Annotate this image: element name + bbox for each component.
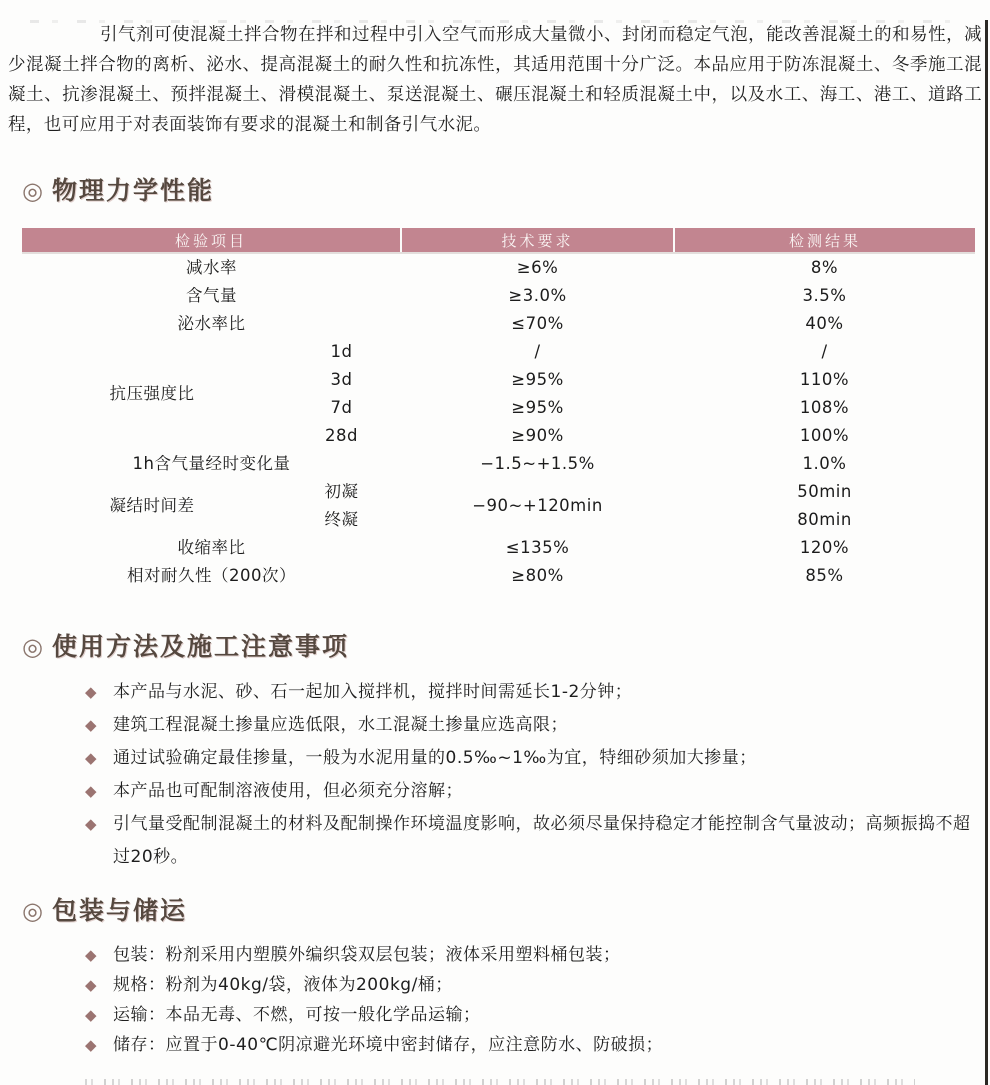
list-item-text: 包装：粉剂采用内塑膜外编织袋双层包装；液体采用塑料桶包装； — [113, 945, 621, 965]
requirement-cell: ≤135% — [505, 538, 570, 557]
diamond-bullet-icon: ◆ — [85, 815, 98, 833]
list-item-text: 储存：应置于0-40℃阴凉避光环境中密封储存，应注意防水、防破损； — [113, 1035, 664, 1055]
column-header-requirement: 技术要求 — [401, 228, 674, 253]
list-item-text: 本产品与水泥、砂、石一起加入搅拌机，搅拌时间需延长1-2分钟； — [113, 682, 633, 702]
result-cell: 120% — [799, 538, 850, 557]
diamond-bullet-icon: ◆ — [85, 1006, 98, 1024]
diamond-bullet-icon: ◆ — [85, 946, 98, 964]
result-cell: 3.5% — [802, 286, 847, 305]
item-cell: 泌水率比 — [177, 314, 246, 333]
result-cell: 108% — [799, 398, 850, 417]
section-marker-icon: ◎ — [22, 633, 45, 661]
sub-item-cell: 3d — [330, 370, 353, 389]
diamond-bullet-icon: ◆ — [85, 1036, 98, 1054]
requirement-cell: −90~+120min — [472, 496, 603, 515]
result-cell: 100% — [799, 426, 850, 445]
list-item — [85, 676, 980, 709]
requirement-cell: / — [534, 342, 541, 361]
section-title: 使用方法及施工注意事项 — [51, 632, 349, 661]
sub-item-cell: 终凝 — [324, 510, 359, 529]
list-item-text: 建筑工程混凝土掺量应选低限，水工混凝土掺量应选高限； — [113, 715, 568, 735]
list-item-text: 运输：本品无毒、不燃，可按一般化学品运输； — [113, 1005, 481, 1025]
item-cell: 1h含气量经时变化量 — [132, 454, 291, 473]
requirement-cell: ≥3.0% — [508, 286, 567, 305]
result-cell: / — [821, 342, 828, 361]
section-marker-icon: ◎ — [22, 177, 45, 205]
section-heading-physical — [22, 174, 990, 208]
result-cell: 40% — [805, 314, 844, 333]
list-item-text: 引气量受配制混凝土的材料及配制操作环境温度影响，故必须尽量保持稳定才能控制含气量波动；高频振捣不超过20秒。 — [113, 814, 971, 867]
section-heading-packaging — [22, 894, 990, 928]
requirement-cell: −1.5~+1.5% — [480, 454, 595, 473]
list-item — [85, 775, 980, 808]
table-row — [22, 450, 975, 478]
sub-item-cell: 7d — [330, 398, 353, 417]
table-row — [22, 310, 975, 338]
sub-item-cell: 1d — [330, 342, 353, 361]
table-row — [22, 534, 975, 562]
column-header-result: 检测结果 — [674, 228, 975, 253]
list-item-text: 规格：粉剂为40kg/袋，液体为200kg/桶； — [113, 975, 453, 995]
item-cell: 收缩率比 — [177, 538, 246, 557]
result-cell: 50min — [797, 482, 852, 501]
result-cell: 80min — [797, 510, 852, 529]
list-item — [85, 709, 980, 742]
diamond-bullet-icon: ◆ — [85, 716, 98, 734]
list-item-text: 本产品也可配制溶液使用，但必须充分溶解； — [113, 781, 463, 801]
group-label-cell: 凝结时间差 — [109, 496, 195, 515]
list-item — [85, 808, 980, 874]
requirement-cell: ≥95% — [511, 370, 564, 389]
requirement-cell: ≥80% — [511, 566, 564, 585]
requirement-cell: ≤70% — [511, 314, 564, 333]
result-cell: 110% — [799, 370, 850, 389]
section-title: 包装与储运 — [51, 896, 187, 925]
sub-item-cell: 初凝 — [324, 482, 359, 501]
column-header-item: 检验项目 — [22, 228, 401, 253]
item-cell: 相对耐久性（200次） — [127, 566, 296, 585]
section-marker-icon: ◎ — [22, 897, 45, 925]
top-scan-artifact — [30, 20, 950, 23]
table-row — [22, 338, 975, 366]
diamond-bullet-icon: ◆ — [85, 782, 98, 800]
sub-item-cell: 28d — [325, 426, 358, 445]
item-cell: 含气量 — [186, 286, 237, 305]
diamond-bullet-icon: ◆ — [85, 683, 98, 701]
list-item — [85, 970, 980, 1000]
intro-paragraph: 引气剂可使混凝土拌合物在拌和过程中引入空气而形成大量微小、封闭而稳定气泡，能改善混凝土的和易性，减少混凝土拌合物的离析、泌水、提高混凝土的耐久性和抗冻性，其适用范围十分广泛。本品应用于防冻混凝土、冬季施工混凝土、抗渗混凝土、预拌混凝土、滑模混凝土、泵送混凝土、碾压混凝土和轻质混凝土中，以及水工、海工、港工、道路工程，也可应用于对表面装饰有要求的混凝土和制备引气水泥。 — [8, 25, 982, 135]
diamond-bullet-icon: ◆ — [85, 749, 98, 767]
list-item — [85, 940, 980, 970]
group-label-cell: 抗压强度比 — [109, 384, 195, 403]
properties-table — [22, 228, 975, 590]
packaging-bullet-list — [85, 940, 990, 1060]
table-header-row — [22, 228, 975, 253]
page-edge-line — [985, 20, 988, 1085]
section-title: 物理力学性能 — [51, 176, 214, 205]
requirement-cell: ≥90% — [511, 426, 564, 445]
result-cell: 8% — [810, 258, 839, 277]
bottom-cutoff-text-artifact — [85, 1079, 915, 1085]
requirement-cell: ≥95% — [511, 398, 564, 417]
table-row — [22, 282, 975, 310]
table-row — [22, 562, 975, 590]
requirement-cell: ≥6% — [516, 258, 559, 277]
result-cell: 1.0% — [802, 454, 847, 473]
section-heading-usage — [22, 630, 990, 664]
list-item — [85, 1000, 980, 1030]
item-cell: 减水率 — [186, 258, 237, 277]
table-row — [22, 478, 975, 506]
table-row — [22, 253, 975, 282]
diamond-bullet-icon: ◆ — [85, 976, 98, 994]
list-item — [85, 742, 980, 775]
list-item-text: 通过试验确定最佳掺量，一般为水泥用量的0.5‰~1‰为宜，特细砂须加大掺量； — [113, 748, 757, 768]
usage-bullet-list — [85, 676, 990, 874]
list-item — [85, 1030, 980, 1060]
result-cell: 85% — [805, 566, 844, 585]
